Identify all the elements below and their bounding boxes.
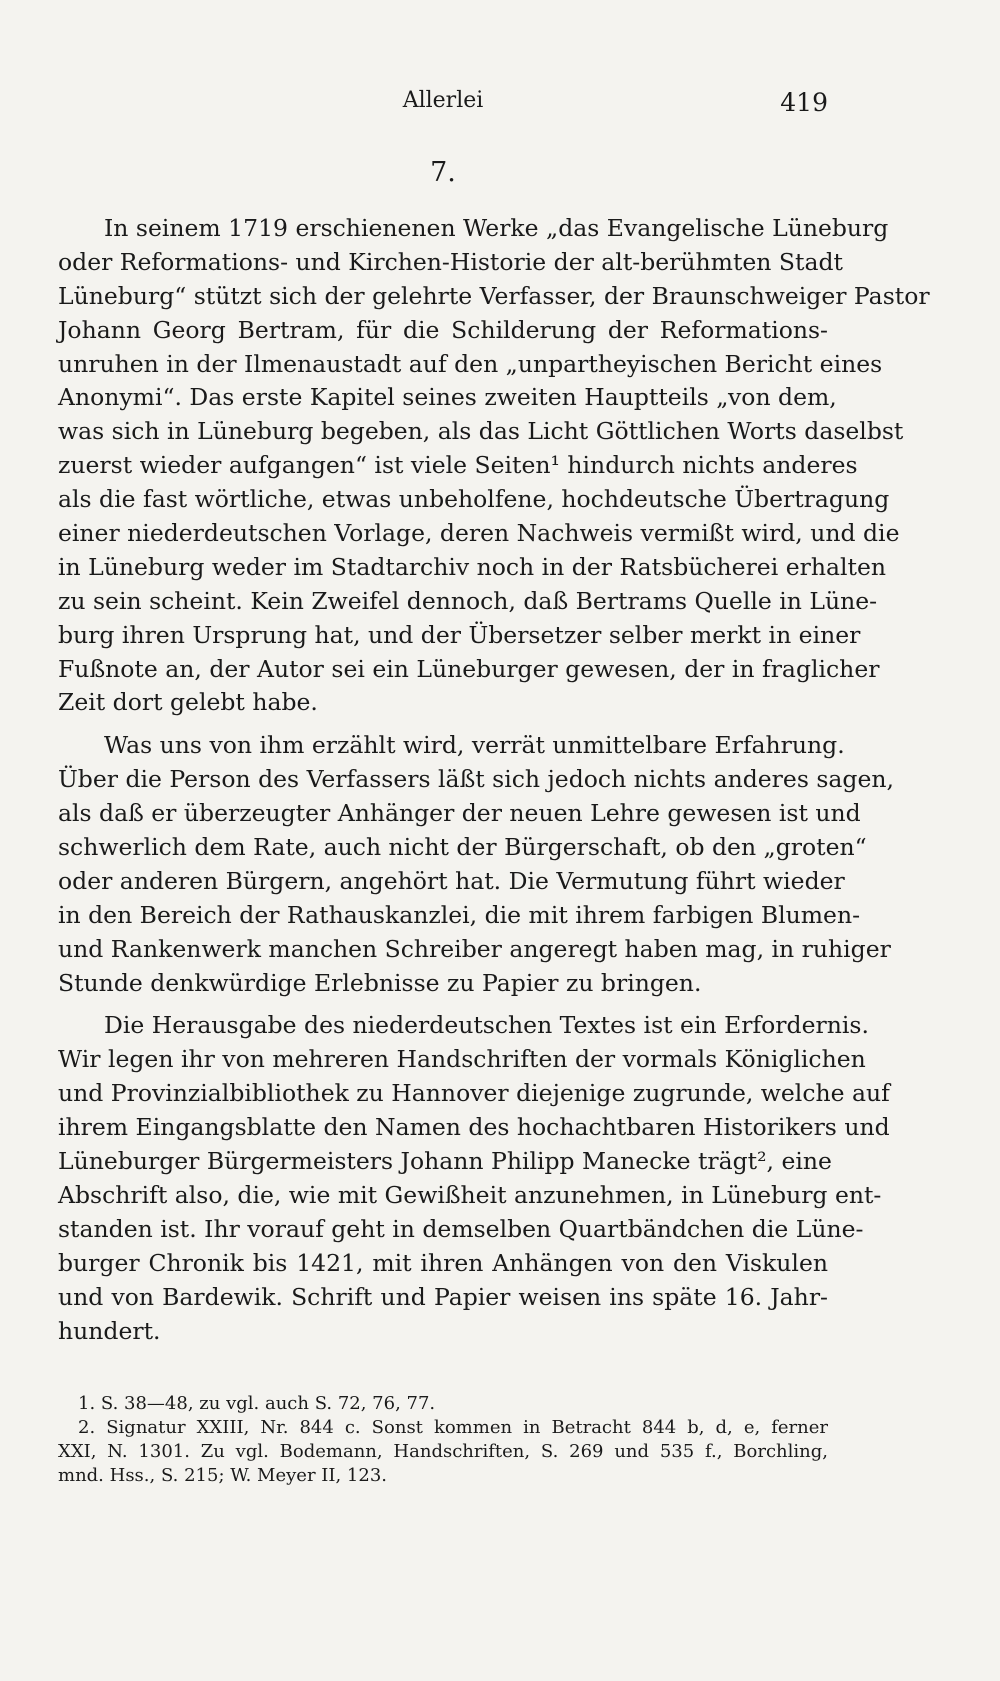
text-line: als daß er überzeugter Anhänger der neuen Lehre gewesen ist und bbox=[58, 799, 861, 828]
text-line: und Rankenwerk manchen Schreiber angeregt haben mag, in ruhiger bbox=[58, 934, 891, 963]
text-line: zuerst wieder aufgangen“ ist viele Seiten¹ hindurch nichts anderes bbox=[58, 451, 858, 480]
paragraph bbox=[58, 729, 894, 1000]
footnote-2-continuation: mnd. Hss., S. 215; W. Meyer II, 123. bbox=[58, 1465, 388, 1486]
footnote-2-continuation: XXI, N. 1301. Zu vgl. Bodemann, Handschriften, S. 269 und 535 f., Borchling, bbox=[58, 1441, 828, 1462]
text-line: Lüneburger Bürgermeisters Johann Philipp Manecke trägt², eine bbox=[58, 1147, 832, 1176]
text-line: Wir legen ihr von mehreren Handschriften der vormals Königlichen bbox=[58, 1045, 866, 1074]
paragraph bbox=[58, 212, 930, 720]
text-line: als die fast wörtliche, etwas unbeholfene, hochdeutsche Übertragung bbox=[58, 485, 890, 514]
text-line: Lüneburg“ stützt sich der gelehrte Verfasser, der Braunschweiger Pastor bbox=[58, 281, 930, 310]
footnote-2: 2. Signatur XXIII, Nr. 844 c. Sonst kommen in Betracht 844 b, d, e, ferner bbox=[78, 1417, 828, 1438]
text-line: Was uns von ihm erzählt wird, verrät unmittelbare Erfahrung. bbox=[104, 731, 845, 760]
text-line: burg ihren Ursprung hat, und der Übersetzer selber merkt in einer bbox=[58, 620, 861, 649]
text-line: hundert. bbox=[58, 1316, 161, 1345]
page-number: 419 bbox=[780, 88, 828, 117]
text-line: oder anderen Bürgern, angehört hat. Die Vermutung führt wieder bbox=[58, 866, 845, 895]
text-line: Die Herausgabe des niederdeutschen Textes ist ein Erfordernis. bbox=[104, 1011, 869, 1040]
text-line: Fußnote an, der Autor sei ein Lüneburger gewesen, der in fraglicher bbox=[58, 654, 880, 683]
text-line: ihrem Eingangsblatte den Namen des hochachtbaren Historikers und bbox=[58, 1113, 890, 1142]
text-line: schwerlich dem Rate, auch nicht der Bürgerschaft, ob den „groten“ bbox=[58, 833, 867, 862]
text-line: Johann Georg Bertram, für die Schilderung der Reformations- bbox=[58, 315, 828, 344]
text-line: Stunde denkwürdige Erlebnisse zu Papier zu bringen. bbox=[58, 968, 702, 997]
footnote-1: 1. S. 38—48, zu vgl. auch S. 72, 76, 77. bbox=[78, 1393, 436, 1414]
running-head: Allerlei bbox=[402, 88, 484, 113]
page-header bbox=[58, 88, 828, 128]
text-line: Abschrift also, die, wie mit Gewißheit anzunehmen, in Lüneburg ent- bbox=[58, 1180, 882, 1209]
body-text bbox=[58, 212, 930, 1357]
footnotes bbox=[58, 1392, 828, 1488]
text-line: und Provinzialbibliothek zu Hannover diejenige zugrunde, welche auf bbox=[58, 1079, 890, 1108]
text-line: In seinem 1719 erschienenen Werke „das Evangelische Lüneburg bbox=[104, 214, 889, 242]
text-line: was sich in Lüneburg begeben, als das Licht Göttlichen Worts daselbst bbox=[58, 417, 904, 446]
text-line: Zeit dort gelebt habe. bbox=[58, 688, 318, 717]
paragraph bbox=[58, 1009, 890, 1348]
text-line: einer niederdeutschen Vorlage, deren Nachweis vermißt wird, und die bbox=[58, 519, 900, 548]
text-line: unruhen in der Ilmenaustadt auf den „unpartheyischen Bericht eines bbox=[58, 349, 883, 378]
text-line: oder Reformations- und Kirchen-Historie der alt-berühmten Stadt bbox=[58, 247, 843, 276]
text-line: Über die Person des Verfassers läßt sich jedoch nichts anderes sagen, bbox=[58, 765, 894, 794]
text-line: zu sein scheint. Kein Zweifel dennoch, daß Bertrams Quelle in Lüne- bbox=[58, 586, 878, 615]
text-line: in den Bereich der Rathauskanzlei, die mit ihrem farbigen Blumen- bbox=[58, 900, 861, 929]
text-line: in Lüneburg weder im Stadtarchiv noch in der Ratsbücherei erhalten bbox=[58, 552, 886, 581]
text-line: und von Bardewik. Schrift und Papier weisen ins späte 16. Jahr- bbox=[58, 1282, 828, 1311]
section-number: 7. bbox=[430, 157, 456, 188]
text-line: standen ist. Ihr vorauf geht in demselben Quartbändchen die Lüne- bbox=[58, 1214, 864, 1243]
text-line: burger Chronik bis 1421, mit ihren Anhängen von den Viskulen bbox=[58, 1248, 828, 1277]
text-line: Anonymi“. Das erste Kapitel seines zweiten Hauptteils „von dem, bbox=[58, 383, 837, 412]
